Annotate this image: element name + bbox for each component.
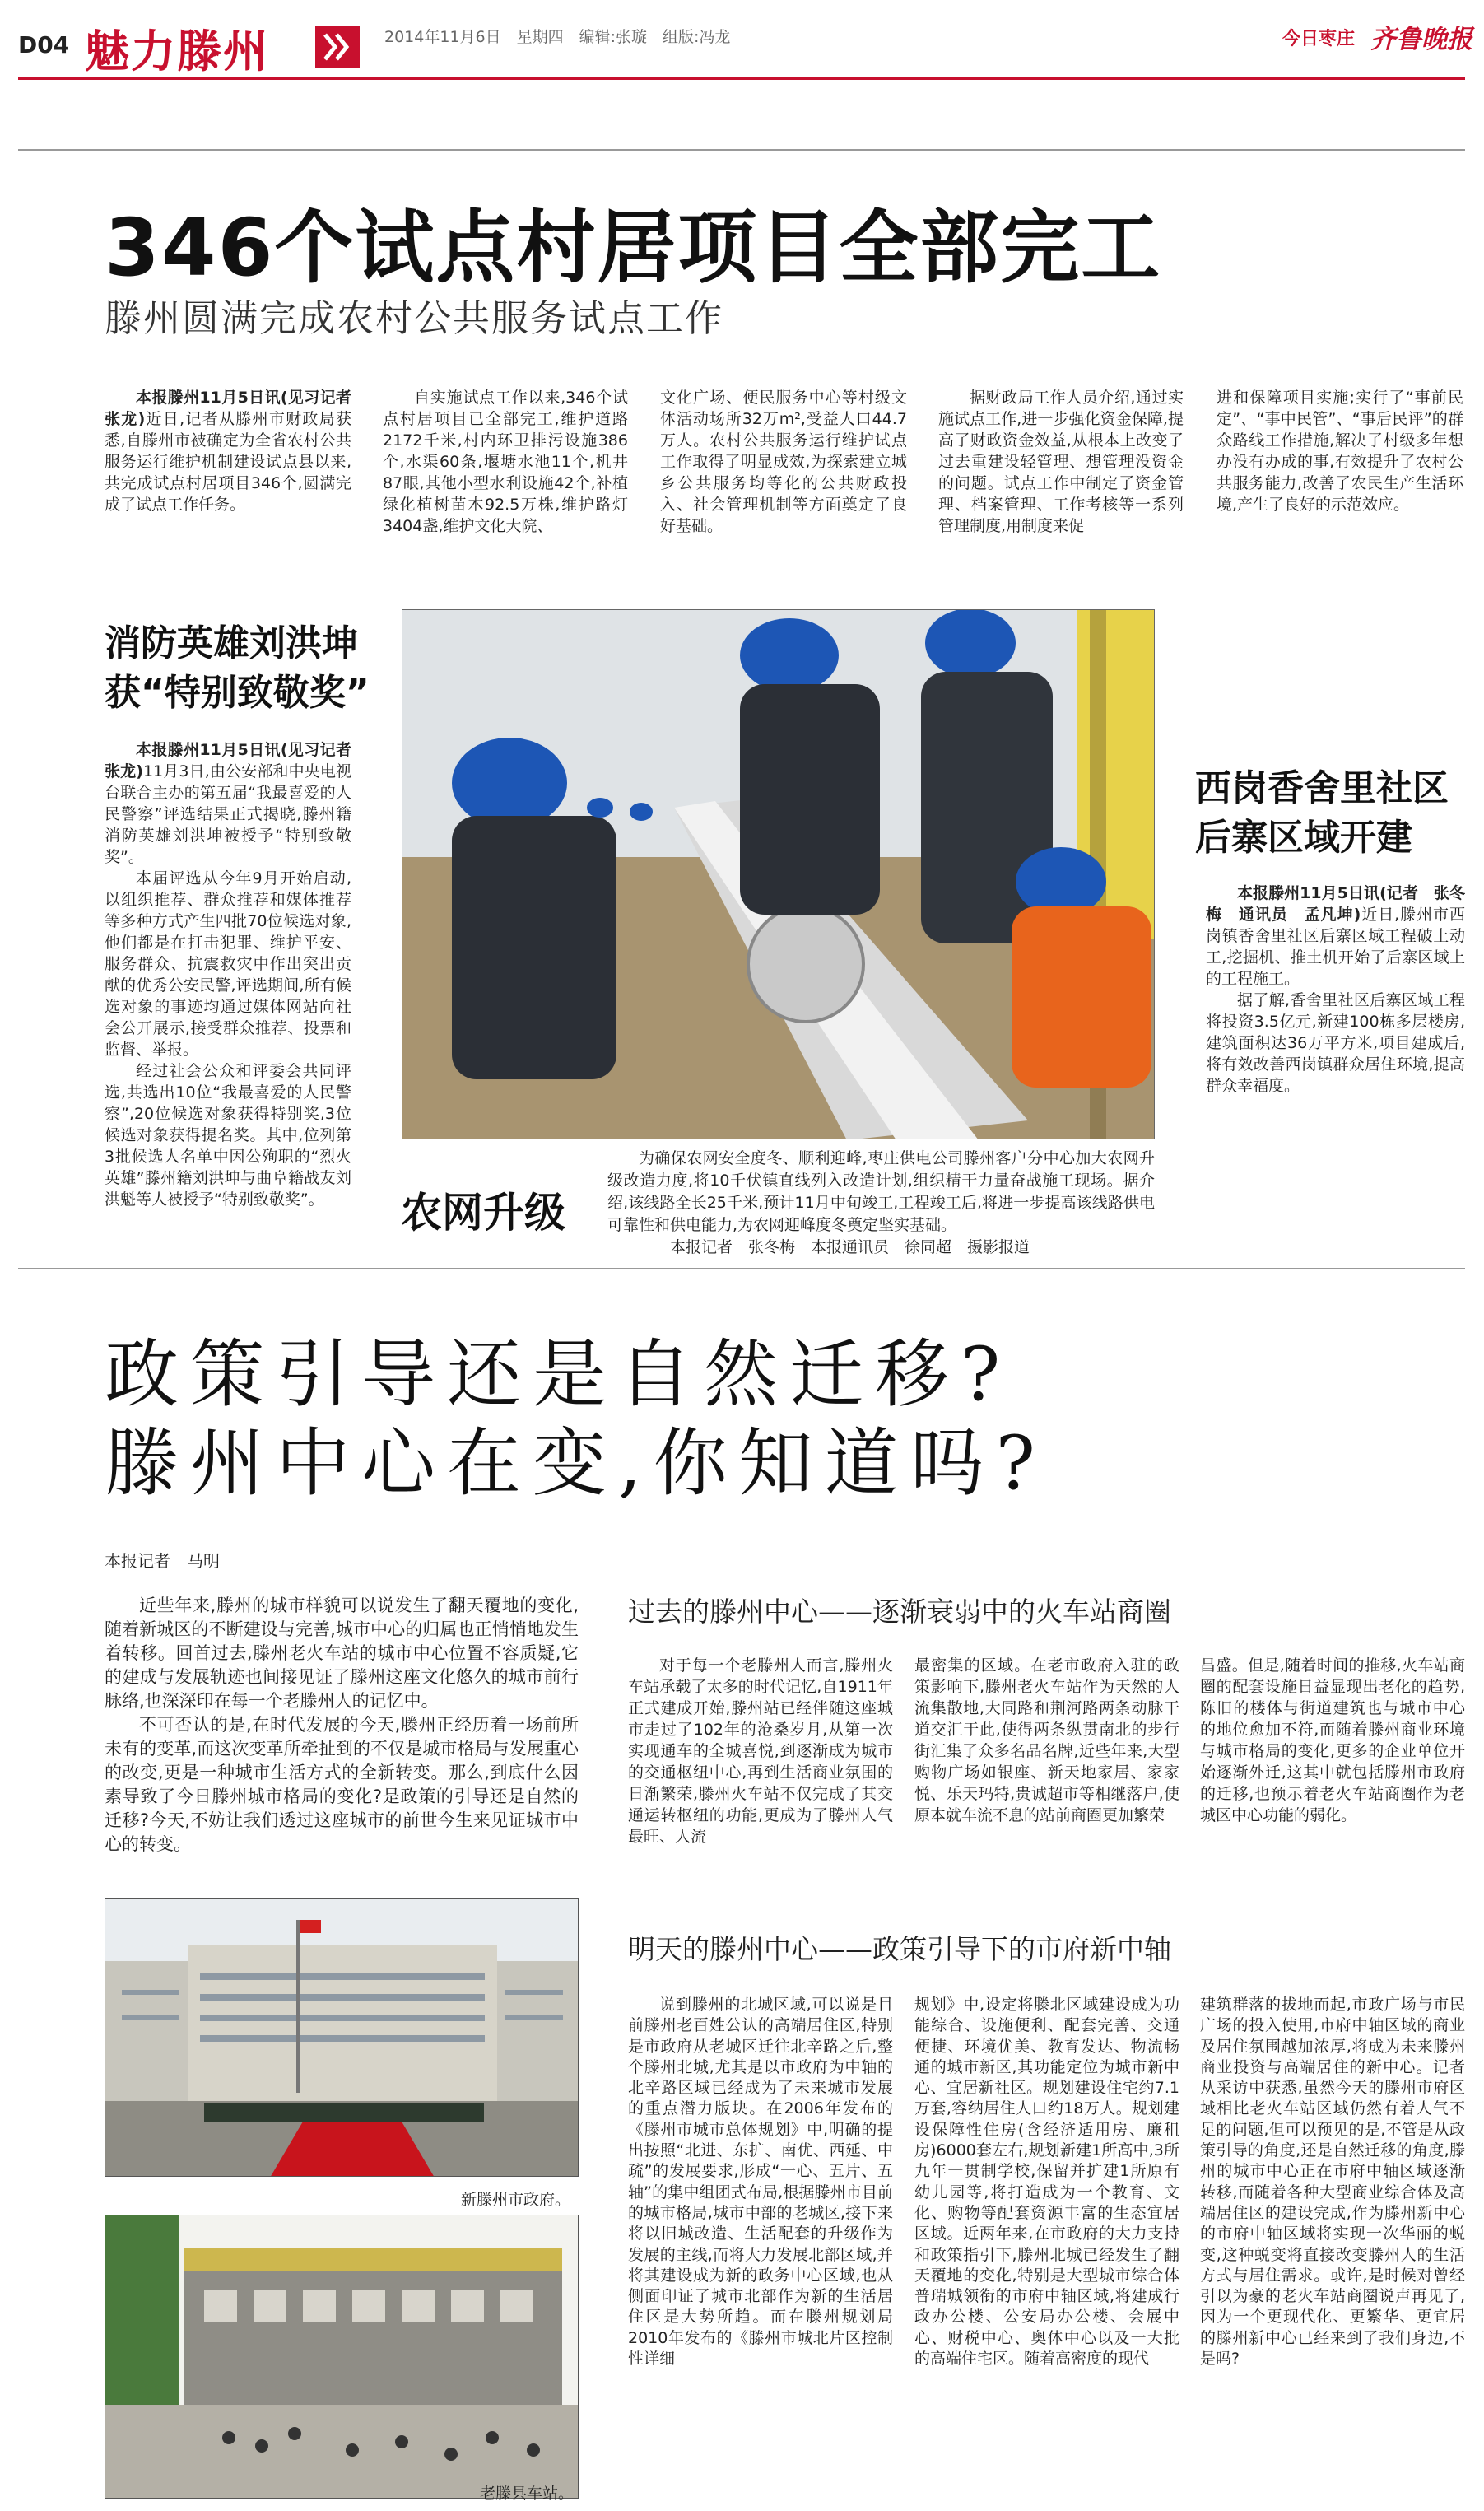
- section2-col3: 建筑群落的拔地而起,市政广场与市民广场的投入使用,市府中轴区域的商业及居住氛围越加浓厚,将成为未来滕州商业投资与高端居住的新中心。记者从采访中获悉,虽然今天的滕州市府区域相比老火车站区域仍然有着人气不足的问题,但可以预见的是,不管是从政策引导的角度,还是自然迁移的角度,滕州的城市中心正在市府中轴区域逐渐转移,而随着各种大型商业综合体及高端居住区的建设完成,作为滕州新中心的市府中轴区域将实现一次华丽的蜕变,这种蜕变将直接改变滕州人的生活方式与居住需求。或许,是时候对曾经引以为豪的老火车站商圈说声再见了,因为一个更现代化、更繁华、更宜居的滕州新中心已经来到了我们身边,不是吗?: [1200, 1996, 1465, 2369]
- article1-col1: 本报滕州11月5日讯(见习记者 张龙)近日,记者从滕州市财政局获悉,自滕州市被确定为全省农村公共服务运行维护机制建设试点县以来,共完成试点村居项目346个,圆满完成了试点工作任务。: [105, 389, 368, 514]
- brand-qilu-evening: 齐鲁晚报: [1370, 25, 1472, 54]
- feature-byline: 本报记者 马明: [105, 1551, 220, 1571]
- article2-body: 本报滕州11月5日讯(见习记者 张龙)11月3日,由公安部和中央电视台联合主办的第五届“我最喜爱的人民警察”评选结果正式揭晓,滕州籍消防英雄刘洪坤被授予“特别致敬奖”。 本届评选从今年9月开始启动,以组织推荐、群众推荐和媒体推荐等多种方式产生四批70位候选对象,他们都是在打击犯罪、维护平安、服务群众、抗震救灾中作出突出贡献的优秀公安民警,评选期间,所有候选对象的事迹均通过媒体网站向社会公开展示,接受群众推荐、投票和监督、举报。 经过社会公众和评委会共同评选,共选出10位“我最喜爱的人民警察”,20位候选对象获得特别奖,3位候选对象获得提名奖。其中,位列第3批候选人名单中因公殉职的“烈火英雄”滕州籍刘洪坤与曲阜籍战友刘洪魁等人被授予“特别致敬奖”。: [105, 741, 368, 1209]
- section-divider: [18, 1268, 1465, 1269]
- header-divider: [18, 77, 1465, 80]
- feature-title: 政策引导还是自然迁移? 滕州中心在变,你知道吗?: [105, 1331, 1047, 1507]
- article2-title: 消防英雄刘洪坤 获“特别致敬奖”: [105, 622, 370, 714]
- article3-byline: 本报滕州11月5日讯(记者 张冬梅 通讯员 孟凡坤): [1206, 884, 1465, 924]
- article1-byline: 本报滕州11月5日讯(见习记者 张龙): [105, 389, 368, 428]
- photo1-caption: 新滕州市政府。: [461, 2191, 571, 2209]
- article1-subtitle: 滕州圆满完成农村公共服务试点工作: [105, 296, 724, 340]
- chevron-right-icon: [315, 26, 360, 68]
- section2-heading: 明天的滕州中心——政策引导下的市府新中轴: [628, 1933, 1171, 1965]
- article1-title: 346个试点村居项目全部完工: [105, 202, 1162, 294]
- section1-col3: 昌盛。但是,随着时间的推移,火车站商圈的配套设施日益显现出老化的趋势,陈旧的楼体与街道建筑也与城市中心的地位愈加不符,而随着滕州商业环境与城市格局的变化,更多的企业单位开始逐渐外迁,这其中就包括滕州市政府的迁移,也预示着老火车站商圈作为老城区中心功能的弱化。: [1200, 1656, 1465, 1824]
- page-number: D04: [18, 31, 70, 58]
- article2-byline: 本报滕州11月5日讯(见习记者 张龙): [105, 741, 368, 780]
- section1-col2: 最密集的区域。在老市政府入驻的政策影响下,滕州老火车站作为天然的人流集散地,大同路和荆河路两条动脉干道交汇于此,使得两条纵贯南北的步行街汇集了众多名品名牌,近些年来,大型购物广场如银座、新天地家居、家家悦、乐天玛特,贵诚超市等相继落户,使原本就车流不息的站前商圈更加繁荣: [914, 1656, 1179, 1824]
- article1-col5: 进和保障项目实施;实行了“事前民定”、“事中民管”、“事后民评”的群众路线工作措施,解决了村级多年想办没有办成的事,有效提升了农村公共服务能力,改善了农民生产生活环境,产生了良好的示范效应。: [1217, 389, 1463, 514]
- article1-col2: 自实施试点工作以来,346个试点村居项目已全部完工,维护道路2172千米,村内环卫排污设施386个,水渠60条,堰塘水池11个,机井87眼,其他小型水利设施42个,补植绿化植树苗木92.5万株,维护路灯3404盏,维护文化大院、: [383, 389, 628, 535]
- photo-story-credit: 本报记者 张冬梅 本报通讯员 徐同超 摄影报道: [670, 1238, 1030, 1256]
- feature-intro: 近些年来,滕州的城市样貌可以说发生了翻天覆地的变化,随着新城区的不断建设与完善,城市中心的归属也正悄悄地发生着转移。回首过去,滕州老火车站的城市中心位置不容质疑,它的建成与发展轨迹也间接见证了滕州这座文化悠久的城市前行脉络,也深深印在每一个老滕州人的记忆中。 不可否认的是,在时代发展的今天,滕州正经历着一场前所未有的变革,而这次变革所牵扯到的不仅是城市格局与发展重心的改变,更是一种城市生活方式的全新转变。那么,到底什么因素导致了今日滕州城市格局的变化?是政策的引导还是自然的迁移?今天,不妨让我们透过这座城市的前世今生来见证城市中心的转变。: [105, 1596, 579, 1854]
- article3-body: 本报滕州11月5日讯(记者 张冬梅 通讯员 孟凡坤)近日,滕州市西岗镇香舍里社区后寨区域工程破土动工,挖掘机、推土机开始了后寨区域上的工程施工。 据了解,香舍里社区后寨区域工程将投资3.5亿元,新建100栋多层楼房,建筑面积达36万平方米,项目建成后,将有效改善西岗镇群众居住环境,提高群众幸福度。: [1206, 884, 1465, 1095]
- article1-col3: 文化广场、便民服务中心等村级文体活动场所32万m²,受益人口44.7万人。农村公共服务运行维护试点工作取得了明显成效,为探索建立城乡公共服务均等化的公共财政投入、社会管理机制等方面奠定了良好基础。: [660, 389, 907, 535]
- photo-story-caption: 为确保农网安全度冬、顺利迎峰,枣庄供电公司滕州客户分中心加大农网升级改造力度,将10千伏镇直线列入改造计划,组织精干力量奋战施工现场。据介绍,该线路全长25千米,预计11月中旬竣工,工程竣工后,将进一步提高该线路供电可靠性和供电能力,为农网迎峰度冬奠定坚实基础。 本报记者 张冬梅 本报通讯员 徐同超 摄影报道: [607, 1148, 1155, 1259]
- section2-col2: 规划》中,设定将滕北区域建设成为功能综合、设施便利、配套完善、交通便捷、环境优美、教育发达、物流畅通的城市新区,其功能定位为城市新中心、宜居新社区。规划建设住宅约7.1万套,容纳居住人口约18万人。规划建设保障性住房(含经济适用房、廉租房)6000套左右,规划新建1所高中,3所九年一贯制学校,保留并扩建1所原有幼儿园等,将打造成为一个教育、文化、购物等配套资源丰富的生态宜居区域。近两年来,在市政府的大力支持和政策指引下,滕州北城已经发生了翻天覆地的变化,特别是大型城市综合体普瑞城领衔的市府中轴区域,将建成行政办公楼、公安局办公楼、会展中心、财税中心、奥体中心以及一大批的高端住宅区。随着高密度的现代: [914, 1996, 1179, 2369]
- issue-meta: 2014年11月6日 星期四 编辑:张璇 组版:冯龙: [384, 28, 731, 46]
- section-title: 魅力滕州: [85, 26, 269, 77]
- section1-heading: 过去的滕州中心——逐渐衰弱中的火车站商圈: [628, 1596, 1171, 1628]
- power-grid-photo: [402, 609, 1155, 1139]
- city-government-photo: [105, 1898, 579, 2177]
- photo-story-title: 农网升级: [401, 1189, 565, 1237]
- photo2-caption: 老滕县车站。: [480, 2485, 575, 2503]
- header-divider-thin: [18, 149, 1465, 151]
- section2-col1: 说到滕州的北城区域,可以说是目前滕州老百姓公认的高端居住区,特别是市政府从老城区迁往北辛路之后,整个滕州北城,尤其是以市政府为中轴的北辛路区域已经成为了未来城市发展的重点潜力版块。在2006年发布的《滕州市城市总体规划》中,明确的提出按照“北进、东扩、南优、西延、中疏”的发展要求,形成“一心、五片、五轴”的集中组团式布局,根据滕州市目前的城市格局,城市中部的老城区,接下来将以旧城改造、生活配套的升级作为发展的主线,而将大力发展北部区域,并将其建设成为新的政务中心区域,也从侧面印证了城市北部作为新的生活居住区是大势所趋。而在滕州规划局2010年发布的《滕州市城北片区控制性详细: [628, 1996, 893, 2369]
- section1-col1: 对于每一个老滕州人而言,滕州火车站承载了太多的时代记忆,自1911年正式建成开始,滕州站已经伴随这座城市走过了102年的沧桑岁月,从第一次实现通车的全城喜悦,到逐渐成为城市的交通枢纽中心,再到生活商业氛围的日渐繁荣,滕州火车站不仅完成了其交通运转枢纽的功能,更成为了滕州人气最旺、人流: [628, 1656, 893, 1846]
- article3-title: 西岗香舍里社区 后寨区域开建: [1195, 767, 1449, 859]
- old-station-photo: [105, 2215, 579, 2499]
- article1-col4: 据财政局工作人员介绍,通过实施试点工作,进一步强化资金保障,提高了财政资金效益,从根本上改变了过去重建设轻管理、想管理没资金的问题。试点工作中制定了资金管理、档案管理、工作考核等一系列管理制度,用制度来促: [938, 389, 1184, 535]
- brand-today-zaozhuang: 今日枣庄: [1282, 29, 1356, 49]
